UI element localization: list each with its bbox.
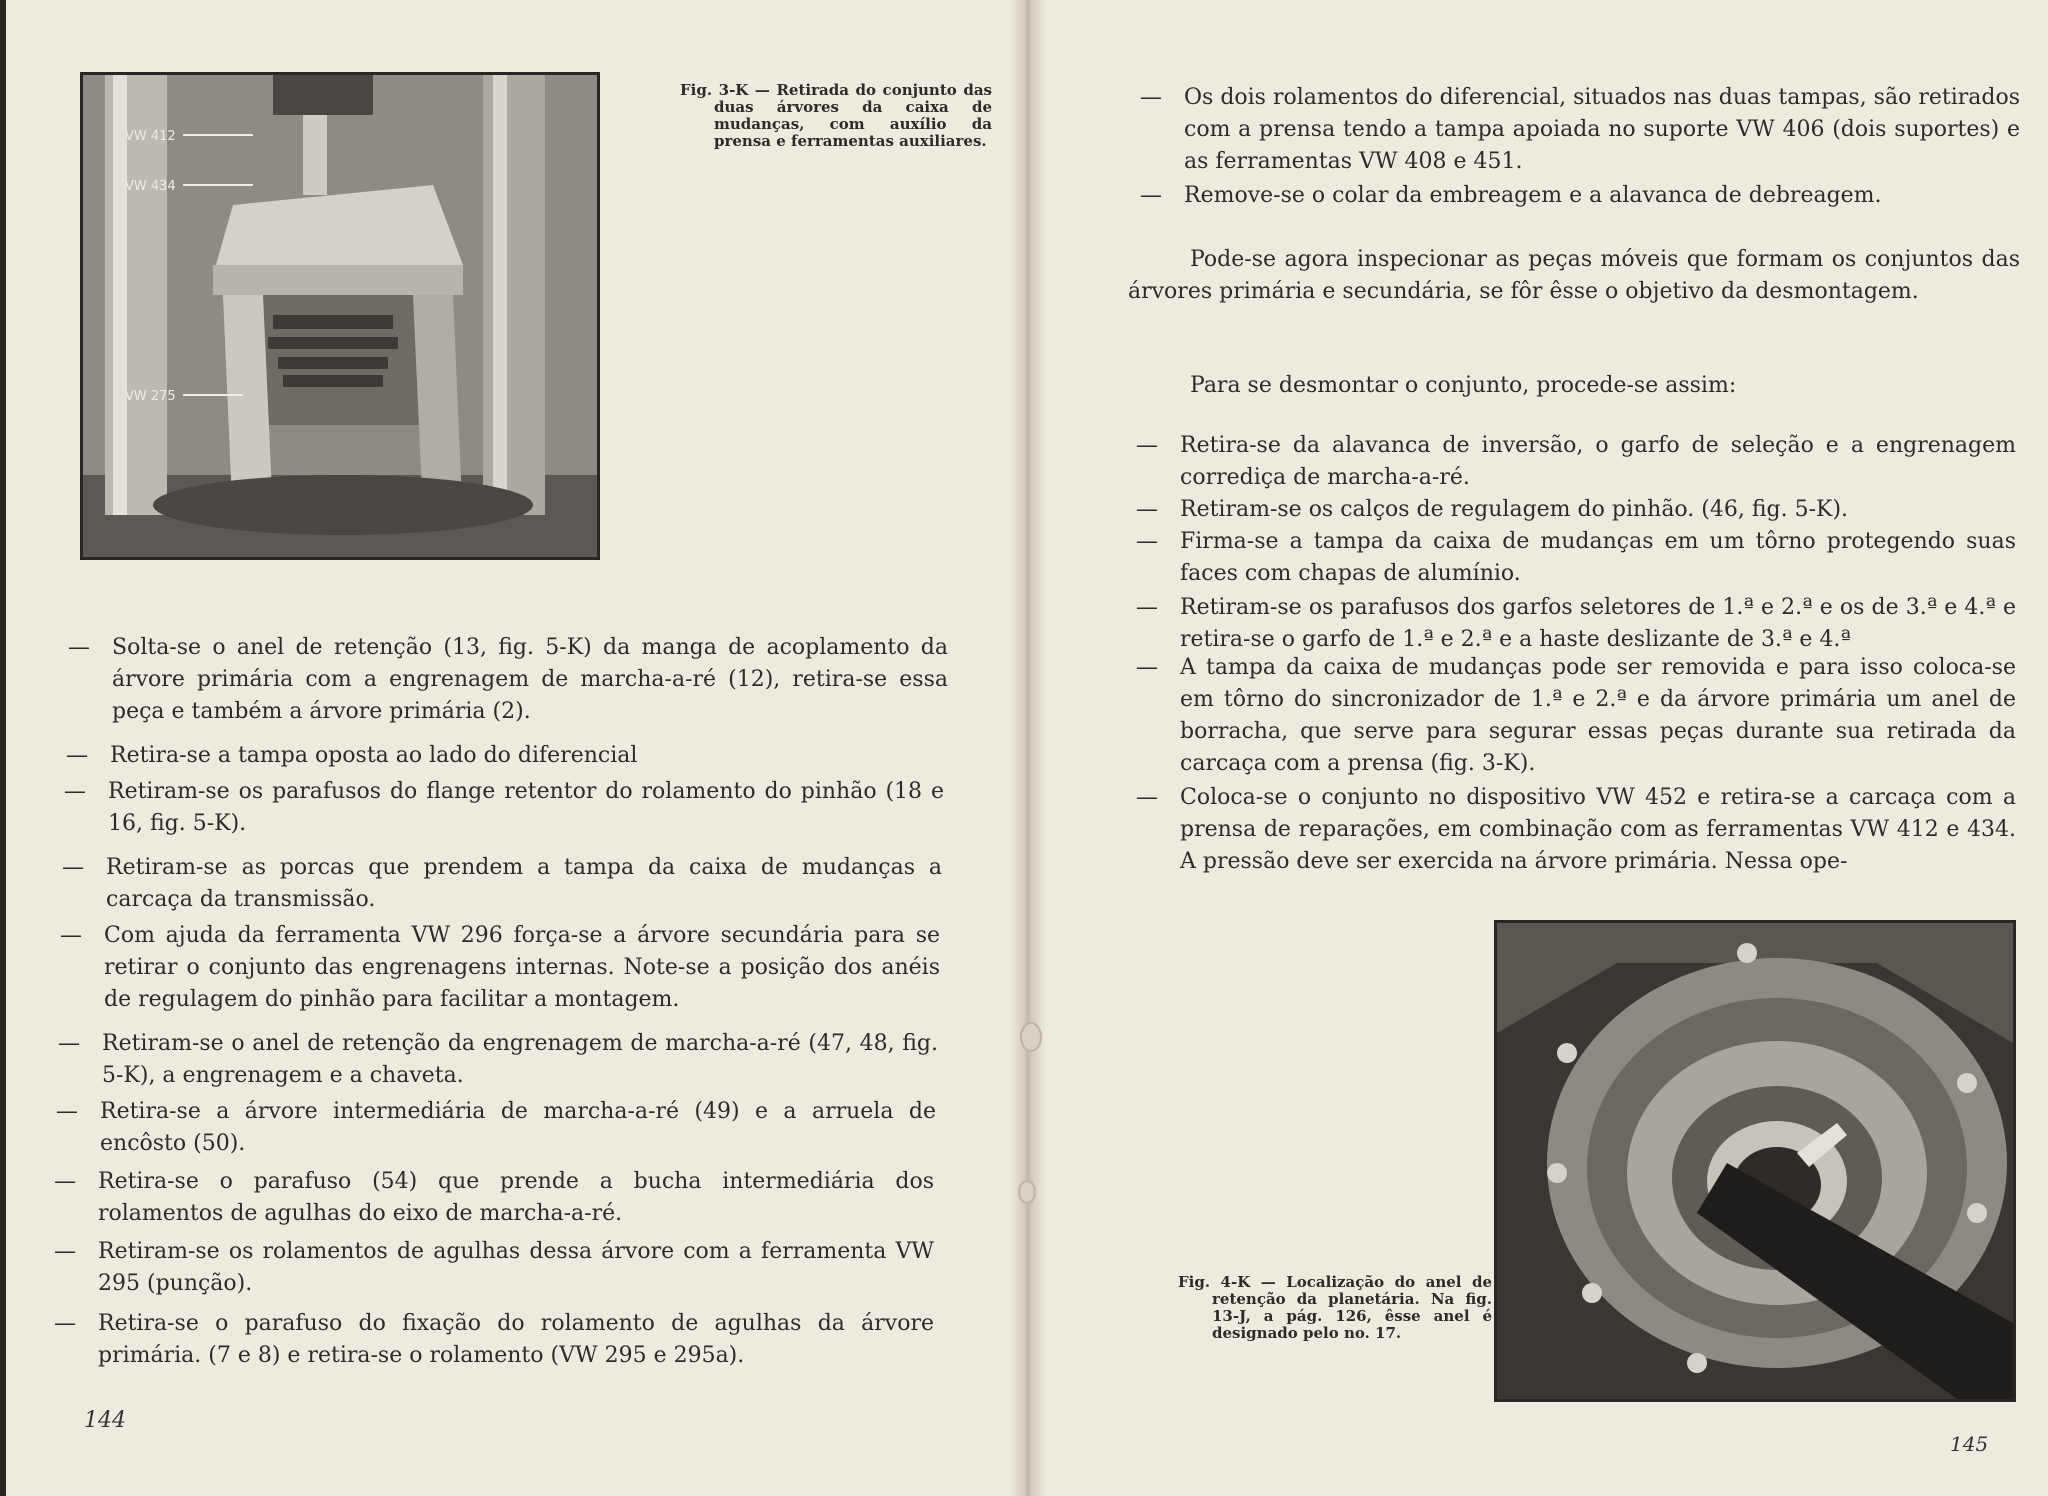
- list-item: [64, 776, 944, 840]
- list-item: [62, 852, 942, 916]
- right-page: [1030, 0, 2048, 1496]
- list-item: [68, 632, 948, 728]
- list-item: [58, 1028, 938, 1092]
- list-item: [56, 1096, 936, 1160]
- item-dash: —: [58, 1031, 80, 1056]
- item-text: Solta-se o anel de retenção (13, fig. 5-K) da manga de acoplamento da árvore primária com a engrenagem de marcha-a-ré (12), retira-se essa peça e também a árvore primária (2).: [112, 635, 948, 724]
- item-dash: —: [1136, 655, 1158, 680]
- page-number: 144: [84, 1408, 126, 1433]
- list-item: [1136, 430, 2016, 494]
- list-item: [1136, 592, 2016, 656]
- item-dash: —: [60, 923, 82, 948]
- item-text: Retira-se o parafuso do fixação do rolamento de agulhas da árvore primária. (7 e 8) e retira-se o rolamento (VW 295 e 295a).: [98, 1311, 934, 1368]
- figure-press-photo: [80, 72, 600, 560]
- ring-illustration: [1497, 923, 2013, 1399]
- item-text: Retira-se da alavanca de inversão, o garfo de seleção e a engrenagem corrediça de marcha-a-ré.: [1180, 433, 2016, 490]
- item-dash: —: [54, 1239, 76, 1264]
- item-text: Firma-se a tampa da caixa de mudanças em um tôrno protegendo suas faces com chapas de alumínio.: [1180, 529, 2016, 586]
- list-item: [1136, 652, 2016, 780]
- item-dash: —: [1136, 529, 1158, 554]
- callout-vw-412: VW 412: [125, 129, 176, 144]
- paragraph-inspection: Pode-se agora inspecionar as peças móveis que formam os conjuntos das árvores primária e secundária, se fôr êsse o objetivo da desmontagem.: [1128, 247, 2020, 304]
- item-text: A tampa da caixa de mudanças pode ser removida e para isso coloca-se em tôrno do sincronizador de 1.ª e 2.ª e da árvore primária um anel de borracha, que serve para segurar essas peças durante sua retirada da carcaça com a prensa (fig. 3-K).: [1180, 655, 2016, 776]
- item-text: Retiram-se os parafusos dos garfos seletores de 1.ª e 2.ª e os de 3.ª e 4.ª e retira-se o garfo de 1.ª e 2.ª e a haste deslizante de 3.ª e 4.ª: [1180, 595, 2016, 652]
- list-item: [1136, 494, 2016, 526]
- left-page: [0, 0, 1020, 1496]
- item-text: Com ajuda da ferramenta VW 296 força-se a árvore secundária para se retirar o conjunto das engrenagens internas. Note-se a posição dos anéis de regulagem do pinhão para facilitar a montagem.: [104, 923, 940, 1012]
- press-illustration: [83, 75, 597, 557]
- list-item: [54, 1236, 934, 1300]
- item-dash: —: [1140, 183, 1162, 208]
- item-dash: —: [1136, 785, 1158, 810]
- item-text: Retiram-se os rolamentos de agulhas dessa árvore com a ferramenta VW 295 (punção).: [98, 1239, 934, 1296]
- item-dash: —: [62, 855, 84, 880]
- list-item: [1136, 526, 2016, 590]
- list-item: [54, 1308, 934, 1372]
- item-text: Retiram-se as porcas que prendem a tampa da caixa de mudanças a carcaça da transmissão.: [106, 855, 942, 912]
- item-dash: —: [1136, 433, 1158, 458]
- list-item: [1136, 782, 2016, 878]
- item-dash: —: [64, 779, 86, 804]
- item-dash: —: [54, 1169, 76, 1194]
- item-text: Retira-se a tampa oposta ao lado do diferencial: [110, 743, 638, 768]
- item-dash: —: [1140, 85, 1162, 110]
- figure-caption-text: Fig. 3-K — Retirada do conjunto das duas árvores da caixa de mudanças, com auxílio da prensa e ferramentas auxiliares.: [680, 81, 992, 150]
- list-item: [1140, 180, 2020, 212]
- item-text: Retira-se a árvore intermediária de marcha-a-ré (49) e a arruela de encôsto (50).: [100, 1099, 936, 1156]
- item-text: Remove-se o colar da embreagem e a alavanca de debreagem.: [1184, 183, 1882, 208]
- figure-retaining-ring-photo: [1494, 920, 2016, 1402]
- item-dash: —: [68, 635, 90, 660]
- callout-vw-275: VW 275: [125, 389, 176, 404]
- item-dash: —: [54, 1311, 76, 1336]
- figure-caption-text: Fig. 4-K — Localização do anel de retenção da planetária. Na fig. 13-J, a pág. 126, êsse anel é designado pelo no. 17.: [1178, 1273, 1492, 1342]
- page-number: 145: [1950, 1432, 1989, 1456]
- item-text: Retiram-se os calços de regulagem do pinhão. (46, fig. 5-K).: [1180, 497, 1849, 522]
- paragraph-procedure: Para se desmontar o conjunto, procede-se assim:: [1190, 373, 1737, 398]
- item-text: Coloca-se o conjunto no dispositivo VW 452 e retira-se a carcaça com a prensa de reparações, em combinação com as ferramentas VW 412 e 434. A pressão deve ser exercida na árvore primária. Nessa ope-: [1180, 785, 2016, 874]
- item-text: Retiram-se o anel de retenção da engrenagem de marcha-a-ré (47, 48, fig. 5-K), a engrenagem e a chaveta.: [102, 1031, 938, 1088]
- item-text: Retira-se o parafuso (54) que prende a bucha intermediária dos rolamentos de agulhas do eixo de marcha-a-ré.: [98, 1169, 934, 1226]
- list-item: [60, 920, 940, 1016]
- list-item: [66, 740, 946, 772]
- item-dash: —: [56, 1099, 78, 1124]
- list-item: [54, 1166, 934, 1230]
- item-dash: —: [1136, 497, 1158, 522]
- item-dash: —: [66, 743, 88, 768]
- item-text: Os dois rolamentos do diferencial, situados nas duas tampas, são retirados com a prensa tendo a tampa apoiada no suporte VW 406 (dois suportes) e as ferramentas VW 408 e 451.: [1184, 85, 2020, 174]
- item-dash: —: [1136, 595, 1158, 620]
- figure-caption-4k: [1178, 1274, 1492, 1342]
- callout-vw-434: VW 434: [125, 179, 176, 194]
- list-item: [1140, 82, 2020, 178]
- item-text: Retiram-se os parafusos do flange retentor do rolamento do pinhão (18 e 16, fig. 5-K).: [108, 779, 944, 836]
- figure-caption-3k: [680, 82, 992, 150]
